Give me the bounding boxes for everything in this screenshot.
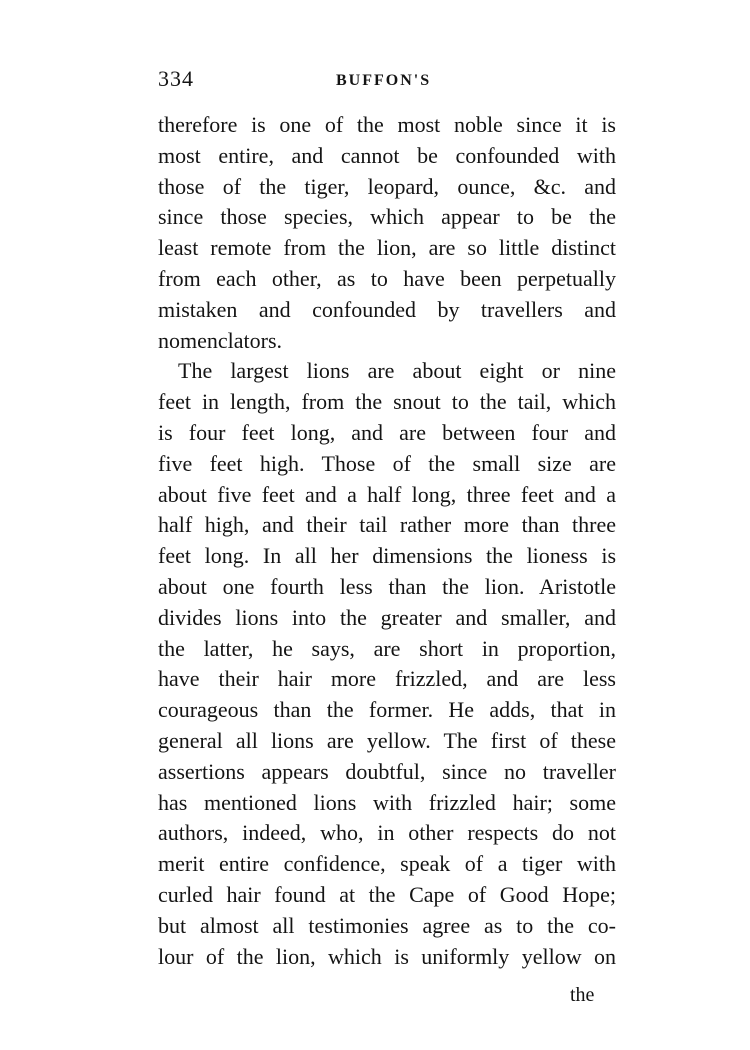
- text-line: nomenclators.: [158, 327, 283, 353]
- running-head: BUFFON'S: [336, 72, 432, 89]
- text-line: merit entire confidence, speak of a tiger with: [158, 851, 616, 877]
- text-line: therefore is one of the most noble since it is: [158, 112, 616, 137]
- text-line: has mentioned lions with frizzled hair; some: [158, 789, 616, 815]
- text-line: the latter, he says, are short in proportion,: [158, 635, 616, 661]
- text-line: lour of the lion, which is uniformly yellow on: [158, 943, 616, 969]
- text-line: assertions appears doubtful, since no traveller: [158, 758, 616, 784]
- text-line: since those species, which appear to be the: [158, 204, 616, 230]
- body-text: [158, 110, 616, 972]
- text-line: authors, indeed, who, in other respects do not: [158, 820, 616, 846]
- text-line: courageous than the former. He adds, that in: [158, 697, 616, 723]
- text-line: feet long. In all her dimensions the lioness is: [158, 543, 616, 569]
- text-line: those of the tiger, leopard, ounce, &c. and: [158, 173, 616, 199]
- text-line: but almost all testimonies agree as to the co-: [158, 912, 616, 938]
- text-line: have their hair more frizzled, and are less: [158, 666, 616, 692]
- text-line: about one fourth less than the lion. Aristotle: [158, 573, 616, 599]
- text-line: most entire, and cannot be confounded with: [158, 142, 616, 168]
- page-number: 334: [158, 66, 194, 91]
- text-line: least remote from the lion, are so little distinct: [158, 235, 616, 261]
- text-line: general all lions are yellow. The first of these: [158, 727, 616, 753]
- paragraph-start-line: The largest lions are about eight or nine: [178, 358, 616, 384]
- text-line: mistaken and confounded by travellers and: [158, 296, 616, 322]
- text-line: is four feet long, and are between four and: [158, 419, 616, 445]
- catchword: the: [570, 984, 595, 1006]
- text-line: divides lions into the greater and smaller, and: [158, 604, 616, 630]
- text-line: half high, and their tail rather more than three: [158, 512, 616, 538]
- text-line: feet in length, from the snout to the tail, which: [158, 389, 616, 415]
- text-line: about five feet and a half long, three feet and a: [158, 481, 616, 507]
- page-header: [158, 62, 618, 98]
- text-line: curled hair found at the Cape of Good Hope;: [158, 881, 616, 907]
- text-line: five feet high. Those of the small size are: [158, 450, 616, 476]
- text-line: from each other, as to have been perpetually: [158, 265, 616, 291]
